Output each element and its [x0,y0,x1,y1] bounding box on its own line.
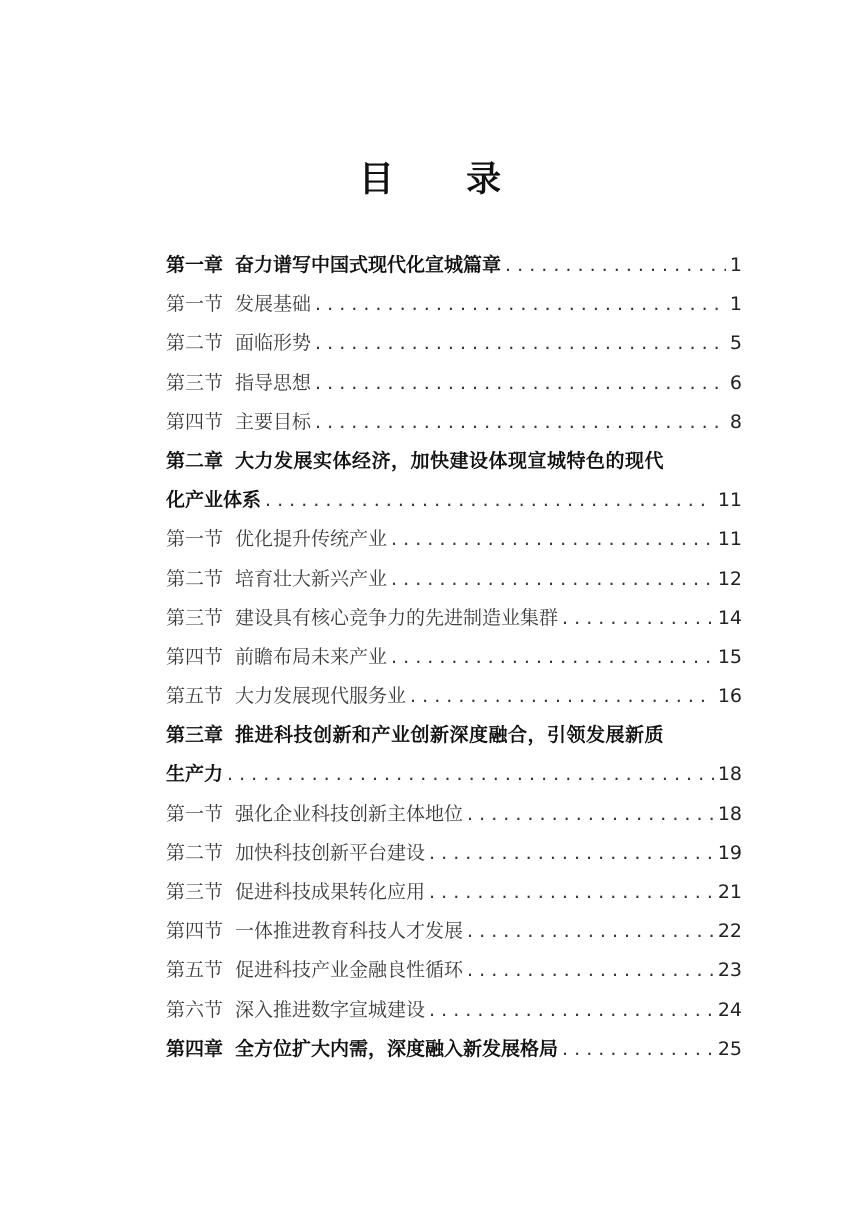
toc-page-number: 1 [729,254,742,276]
toc-number: 第四节 [166,410,224,433]
toc-entry-section[interactable] [166,599,742,638]
toc-title-continued: 生产力 [166,763,224,786]
toc-page-number: 24 [717,998,742,1021]
toc-number: 第四节 [166,920,224,943]
toc-page-number: 21 [717,881,742,903]
dot-leader [387,560,714,599]
toc-number: 第三章 [166,724,224,747]
dot-leader [311,364,726,403]
toc-entry-section[interactable] [166,560,742,599]
toc-title: 发展基础 [235,293,312,316]
toc-title: 奋力谱写中国式现代化宣城篇章 [235,254,502,276]
toc-page-number: 1 [729,293,742,316]
toc-entry-section[interactable] [166,795,742,834]
page-title: 目 录 [358,159,532,200]
toc-title: 主要目标 [235,410,312,433]
toc-title: 全方位扩大内需，深度融入新发展格局 [235,1037,559,1060]
toc-entry-section[interactable] [166,873,742,912]
dot-leader [311,403,726,442]
toc-title: 前瞻布局未来产业 [235,645,388,668]
toc-entry-section[interactable] [166,991,742,1030]
toc-title: 强化企业科技创新主体地位 [235,802,464,825]
toc-page-number: 23 [717,959,742,982]
toc-title: 促进科技产业金融良性循环 [235,959,464,982]
toc-entry-section[interactable] [166,677,742,716]
toc-number: 第四节 [166,645,224,668]
toc-title: 建设具有核心竞争力的先进制造业集群 [235,606,559,629]
dot-leader [223,755,714,794]
toc-number: 第四章 [166,1037,224,1060]
dot-leader [425,991,714,1030]
toc-page-number: 11 [717,528,742,551]
toc-entry-chapter-2-line-1[interactable] [166,442,742,481]
toc-entry-section[interactable] [166,403,742,442]
dot-leader [463,795,714,834]
toc-number: 第二节 [166,841,224,864]
toc-page-number: 14 [717,606,742,629]
toc-page-number: 5 [729,332,742,355]
toc-title: 大力发展现代服务业 [235,685,407,708]
toc-entry-chapter-3-line-2[interactable] [166,755,742,794]
toc-number: 第六节 [166,998,224,1021]
toc-title: 优化提升传统产业 [235,528,388,551]
dot-leader [501,246,726,285]
toc-number: 第二节 [166,567,224,590]
toc-entry-chapter-3-line-1[interactable] [166,716,742,755]
table-of-contents [166,246,742,1069]
toc-entry-chapter-4[interactable] [166,1030,742,1069]
toc-page-number: 15 [717,645,742,668]
toc-title: 推进科技创新和产业创新深度融合，引领发展新质 [235,724,665,747]
dot-leader [463,912,714,951]
toc-entry-section[interactable] [166,364,742,403]
dot-leader [558,1030,714,1069]
toc-title-continued: 化产业体系 [166,489,262,512]
dot-leader [311,285,726,324]
toc-page-number: 18 [717,802,742,825]
toc-page-number: 16 [717,685,742,708]
dot-leader [463,951,714,990]
toc-number: 第一节 [166,293,224,316]
toc-entry-section[interactable] [166,285,742,324]
toc-entry-section[interactable] [166,912,742,951]
toc-number: 第五节 [166,959,224,982]
toc-page-number: 25 [717,1037,742,1060]
toc-number: 第一节 [166,528,224,551]
toc-title: 一体推进教育科技人才发展 [235,920,464,943]
toc-title: 培育壮大新兴产业 [235,567,388,590]
toc-page-number: 12 [717,567,742,590]
toc-entry-chapter-2-line-2[interactable] [166,481,742,520]
toc-number: 第三节 [166,606,224,629]
toc-entry-section[interactable] [166,638,742,677]
toc-entry-section[interactable] [166,324,742,363]
toc-entry-chapter-1[interactable] [166,246,742,285]
toc-entry-section[interactable] [166,951,742,990]
dot-leader [425,873,714,912]
toc-title: 深入推进数字宣城建设 [235,998,426,1021]
toc-number: 第一节 [166,802,224,825]
toc-number: 第二章 [166,449,224,472]
toc-page-number: 11 [717,489,742,512]
toc-title: 促进科技成果转化应用 [235,881,426,903]
toc-title: 面临形势 [235,332,312,355]
toc-page-number: 8 [729,410,742,433]
toc-title: 指导思想 [235,371,312,394]
toc-page-number: 22 [717,920,742,943]
toc-number: 第五节 [166,685,224,708]
toc-number: 第三节 [166,881,224,903]
toc-page-number: 18 [717,763,742,786]
toc-entry-section[interactable] [166,520,742,559]
dot-leader [558,599,714,638]
toc-page-number: 6 [729,371,742,394]
dot-leader [425,834,714,873]
toc-number: 第二节 [166,332,224,355]
dot-leader [311,324,726,363]
dot-leader [261,481,714,520]
toc-title: 大力发展实体经济，加快建设体现宣城特色的现代 [235,449,665,472]
toc-page-number: 19 [717,841,742,864]
toc-title: 加快科技创新平台建设 [235,841,426,864]
dot-leader [387,520,714,559]
toc-number: 第三节 [166,371,224,394]
dot-leader [406,677,714,716]
toc-entry-section[interactable] [166,834,742,873]
dot-leader [387,638,714,677]
toc-number: 第一章 [166,254,224,276]
